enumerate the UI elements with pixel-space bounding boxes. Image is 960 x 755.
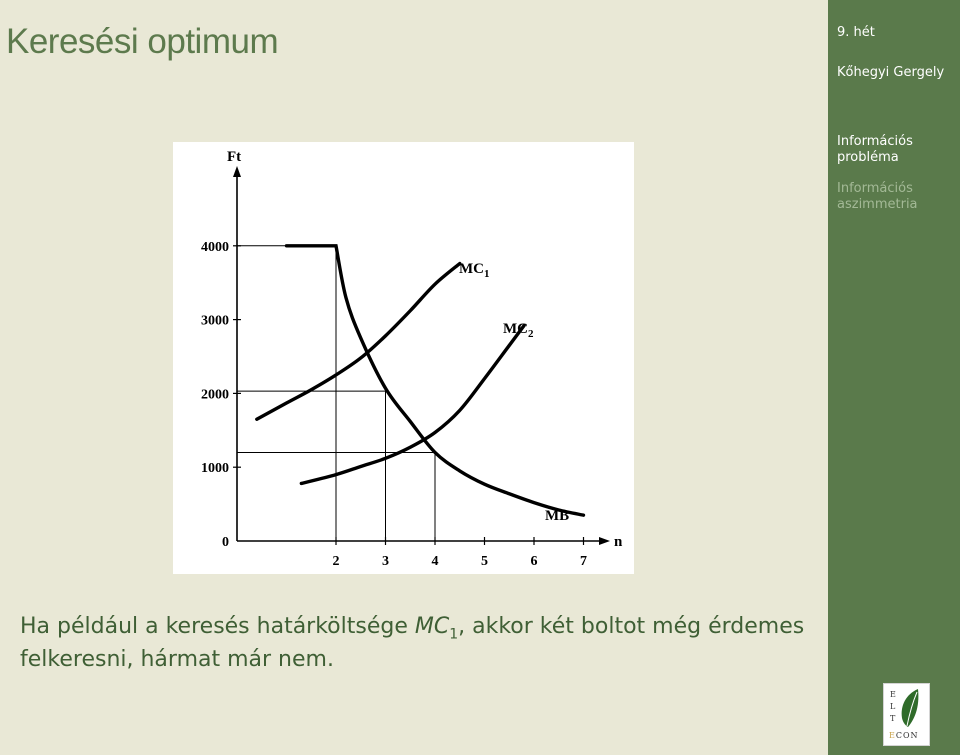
- y-tick-label: 3000: [201, 313, 229, 329]
- caption-part2: , akkor két boltot még érdemes felkeresni, hármat már nem.: [20, 614, 805, 672]
- x-tick-label: 2: [332, 554, 340, 569]
- leaf-icon: [898, 688, 924, 728]
- y-tick-label: 1000: [201, 461, 229, 477]
- slide-caption: [20, 610, 820, 676]
- series-mc1-line: [257, 264, 460, 420]
- chart-figure: [173, 142, 634, 574]
- y-axis-label: Ft: [227, 149, 242, 165]
- x-tick-label: 4: [431, 554, 439, 569]
- sidebar-item-informacios-problema[interactable]: Információs probléma: [837, 134, 913, 165]
- logo-letter-e: E: [890, 690, 896, 699]
- sidebar-item-informacios-aszimmetria[interactable]: Információs aszimmetria: [837, 181, 918, 212]
- series-mc2-label: $MC_2$: [503, 321, 534, 340]
- logo-letters: [890, 689, 896, 725]
- caption-part1: Ha például a keresés határköltsége: [20, 614, 415, 639]
- chart-svg: [173, 142, 634, 574]
- series-mc2-line: [301, 326, 524, 484]
- logo-econ: [889, 731, 919, 740]
- sidebar: [828, 0, 960, 755]
- x-tick-label: 6: [530, 554, 538, 569]
- caption-mc: MC: [414, 614, 450, 639]
- elte-econ-logo: [883, 683, 930, 746]
- x-tick-label: 3: [382, 554, 389, 569]
- x-tick-label: 7: [580, 554, 587, 569]
- x-tick-label: 5: [481, 554, 488, 569]
- logo-econ-rest: CON: [895, 731, 919, 740]
- sidebar-author[interactable]: Kőhegyi Gergely: [837, 65, 945, 80]
- series-mc1-label: $MC_1$: [459, 261, 490, 280]
- y-tick-label: 4000: [201, 239, 229, 255]
- y-tick-label: 0: [222, 535, 229, 550]
- y-tick-label: 2000: [201, 387, 229, 403]
- caption-mc-sub: 1: [449, 626, 459, 643]
- slide-title: Keresési optimum: [6, 22, 279, 61]
- x-axis-label: n: [614, 534, 623, 550]
- logo-letter-t: T: [890, 714, 896, 723]
- y-axis-arrow: [233, 166, 241, 177]
- sidebar-week[interactable]: 9. hét: [837, 25, 875, 40]
- series-mb-label: MB: [545, 508, 570, 524]
- x-axis-arrow: [599, 537, 610, 545]
- logo-econ-e: E: [889, 731, 896, 740]
- logo-letter-l: L: [890, 702, 896, 711]
